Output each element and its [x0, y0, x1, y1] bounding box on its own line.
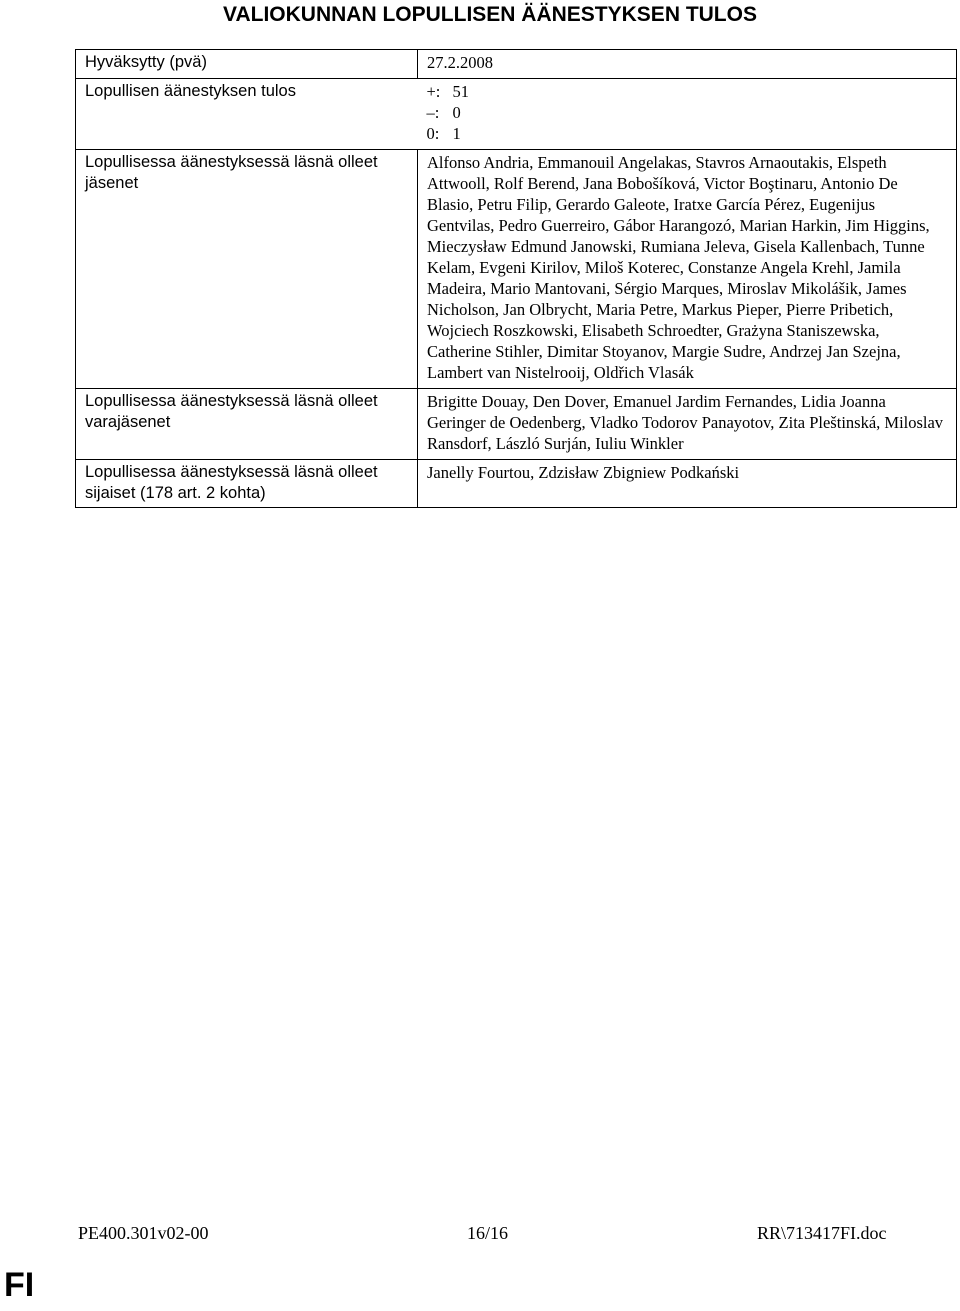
vote-count-abstain: 1 — [452, 124, 461, 143]
language-code: FI — [4, 1266, 35, 1304]
vote-result-table — [75, 49, 957, 508]
page-number: 16/16 — [467, 1223, 509, 1243]
table-row — [76, 460, 957, 508]
replacements-list: Janelly Fourtou, Zdzisław Zbigniew Podkański — [418, 460, 957, 508]
vote-count-for: 51 — [452, 82, 469, 101]
substitutes-list: Brigitte Douay, Den Dover, Emanuel Jardim Fernandes, Lidia Joanna Geringer de Oedenberg, Vladko Todorov Panayotov, Zita Pleštinská, Miloslav Ransdorf, László Surján, Iuliu Winkler — [418, 389, 957, 460]
document-title: VALIOKUNNAN LOPULLISEN ÄÄNESTYKSEN TULOS — [223, 3, 757, 26]
vote-counts — [418, 79, 957, 150]
document-reference: PE400.301v02-00 — [78, 1223, 209, 1243]
vote-symbol-abstain: 0: — [426, 124, 440, 143]
adoption-date: 27.2.2008 — [418, 50, 957, 79]
substitutes-label: Lopullisessa äänestyksessä läsnä olleet varajäsenet — [76, 389, 418, 460]
vote-symbol-for: +: — [426, 82, 441, 101]
adopted-label: Hyväksytty (pvä) — [76, 50, 418, 79]
result-label: Lopullisen äänestyksen tulos — [76, 79, 418, 150]
members-list: Alfonso Andria, Emmanouil Angelakas, Stavros Arnaoutakis, Elspeth Attwooll, Rolf Berend, Jana Bobošíková, Victor Boştinaru, Antonio De Blasio, Petru Filip, Gerardo Galeote, Iratxe García Pérez, Eugenijus Gentvilas, Pedro Guerreiro, Gábor Harangozó, Marian Harkin, Jim Higgins, Mieczysław Edmund Janowski, Rumiana Jeleva, Gisela Kallenbach, Tunne Kelam, Evgeni Kirilov, Miloš Koterec, Constanze Angela Krehl, Jamila Madeira, Mario Mantovani, Sérgio Marques, Miroslav Mikolášik, James Nicholson, Jan Olbrycht, Maria Petre, Markus Pieper, Pierre Pribetich, Wojciech Roszkowski, Elisabeth Schroedter, Grażyna Staniszewska, Catherine Stihler, Dimitar Stoyanov, Margie Sudre, Andrzej Jan Szejna, Lambert van Nistelrooij, Oldřich Vlasák — [418, 150, 957, 389]
table-row — [76, 150, 957, 389]
table-row — [76, 79, 957, 150]
vote-count-against: 0 — [452, 103, 461, 122]
file-name: RR\713417FI.doc — [757, 1223, 887, 1243]
table-row — [76, 50, 957, 79]
replacements-label: Lopullisessa äänestyksessä läsnä olleet sijaiset (178 art. 2 kohta) — [76, 460, 418, 508]
table-row — [76, 389, 957, 460]
members-label: Lopullisessa äänestyksessä läsnä olleet jäsenet — [76, 150, 418, 389]
vote-symbol-against: –: — [426, 103, 440, 122]
